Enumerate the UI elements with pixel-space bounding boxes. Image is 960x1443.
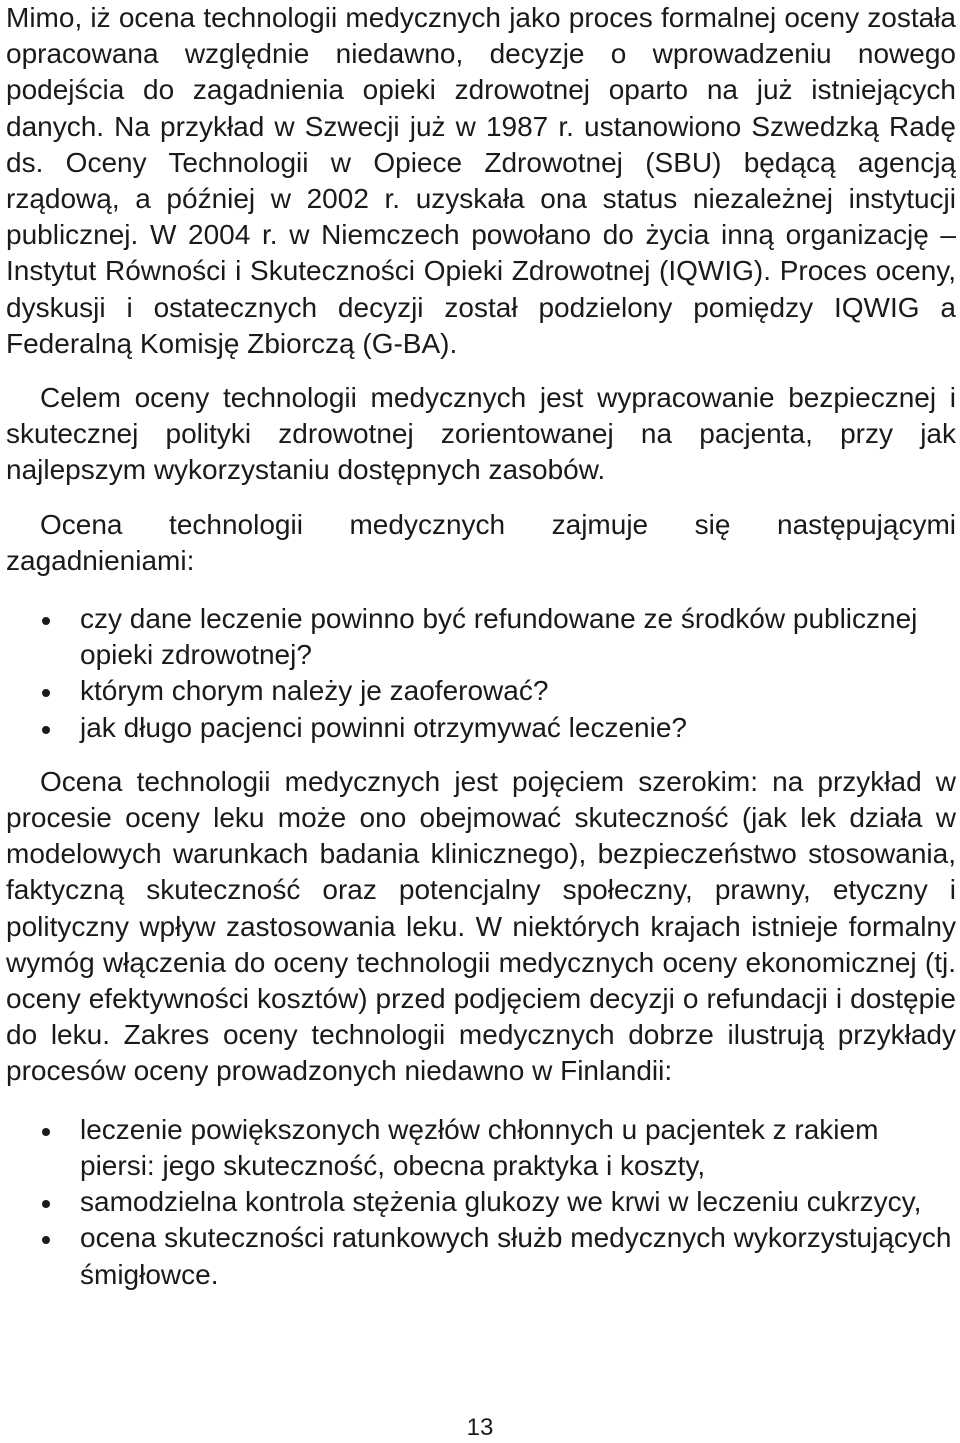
paragraph-hta-goal: Celem oceny technologii medycznych jest wypracowanie bezpiecznej i skutecznej polityki zdrowotnej zorientowanej na pacjenta, przy jak najlepszym wykorzystaniu dostępnych zasobów. (6, 382, 956, 486)
bullet-icon (42, 1236, 50, 1244)
bullet-icon (42, 689, 50, 697)
list-item: samodzielna kontrola stężenia glukozy we krwi w leczeniu cukrzycy, (6, 1184, 956, 1220)
list-item: jak długo pacjenci powinni otrzymywać leczenie? (6, 710, 956, 746)
list-item: ocena skuteczności ratunkowych służb medycznych wykorzystujących śmigłowce. (6, 1220, 956, 1292)
page-number: 13 (466, 1414, 494, 1441)
list-item: którym chorym należy je zaoferować? (6, 673, 956, 709)
paragraph-hta-topics-intro: Ocena technologii medycznych zajmuje się następującymi zagadnieniami: (6, 508, 956, 576)
document-page (6, 0, 956, 1311)
bullet-icon (42, 1128, 50, 1136)
bullet-icon (42, 726, 50, 734)
examples-list (6, 1112, 956, 1293)
bullet-icon (42, 617, 50, 625)
paragraph-hta-history: Mimo, iż ocena technologii medycznych jako proces formalnej oceny została opracowana względnie niedawno, decyzje o wprowadzeniu nowego podejścia do zagadnienia opieki zdrowotnej oparto na już istniejących danych. Na przykład w Szwecji już w 1987 r. ustanowiono Szwedzką Radę ds. Oceny Technologii w Opiece Zdrowotnej (SBU) będącą agencją rządową, a później w 2002 r. uzyskała ona status niezależnej instytucji publicznej. W 2004 r. w Niemczech powołano do życia inną organizację – Instytut Równości i Skuteczności Opieki Zdrowotnej (IQWIG). Proces oceny, dyskusji i ostatecznych decyzji został podzielony pomiędzy IQWIG a Federalną Komisję Zbiorczą (G-BA). (6, 2, 956, 359)
questions-list (6, 601, 956, 746)
list-item: leczenie powiększonych węzłów chłonnych u pacjentek z rakiem piersi: jego skuteczność, obecna praktyka i koszty, (6, 1112, 956, 1184)
paragraph-hta-scope: Ocena technologii medycznych jest pojęciem szerokim: na przykład w procesie oceny leku może ono obejmować skuteczność (jak lek działa w modelowych warunkach badania klinicznego), bezpieczeństwo stosowania, faktyczną skuteczność oraz potencjalny społeczny, prawny, etyczny i polityczny wpływ zastosowania leku. W niektórych krajach istnieje formalny wymóg włączenia do oceny technologii medycznych oceny ekonomicznej (tj. oceny efektywności kosztów) przed podjęciem decyzji o refundacji i dostępie do leku. Zakres oceny technologii medycznych dobrze ilustrują przykłady procesów oceny prowadzonych niedawno w Finlandii: (6, 765, 956, 1087)
bullet-icon (42, 1200, 50, 1208)
list-item: czy dane leczenie powinno być refundowane ze środków publicznej opieki zdrowotnej? (6, 601, 956, 673)
